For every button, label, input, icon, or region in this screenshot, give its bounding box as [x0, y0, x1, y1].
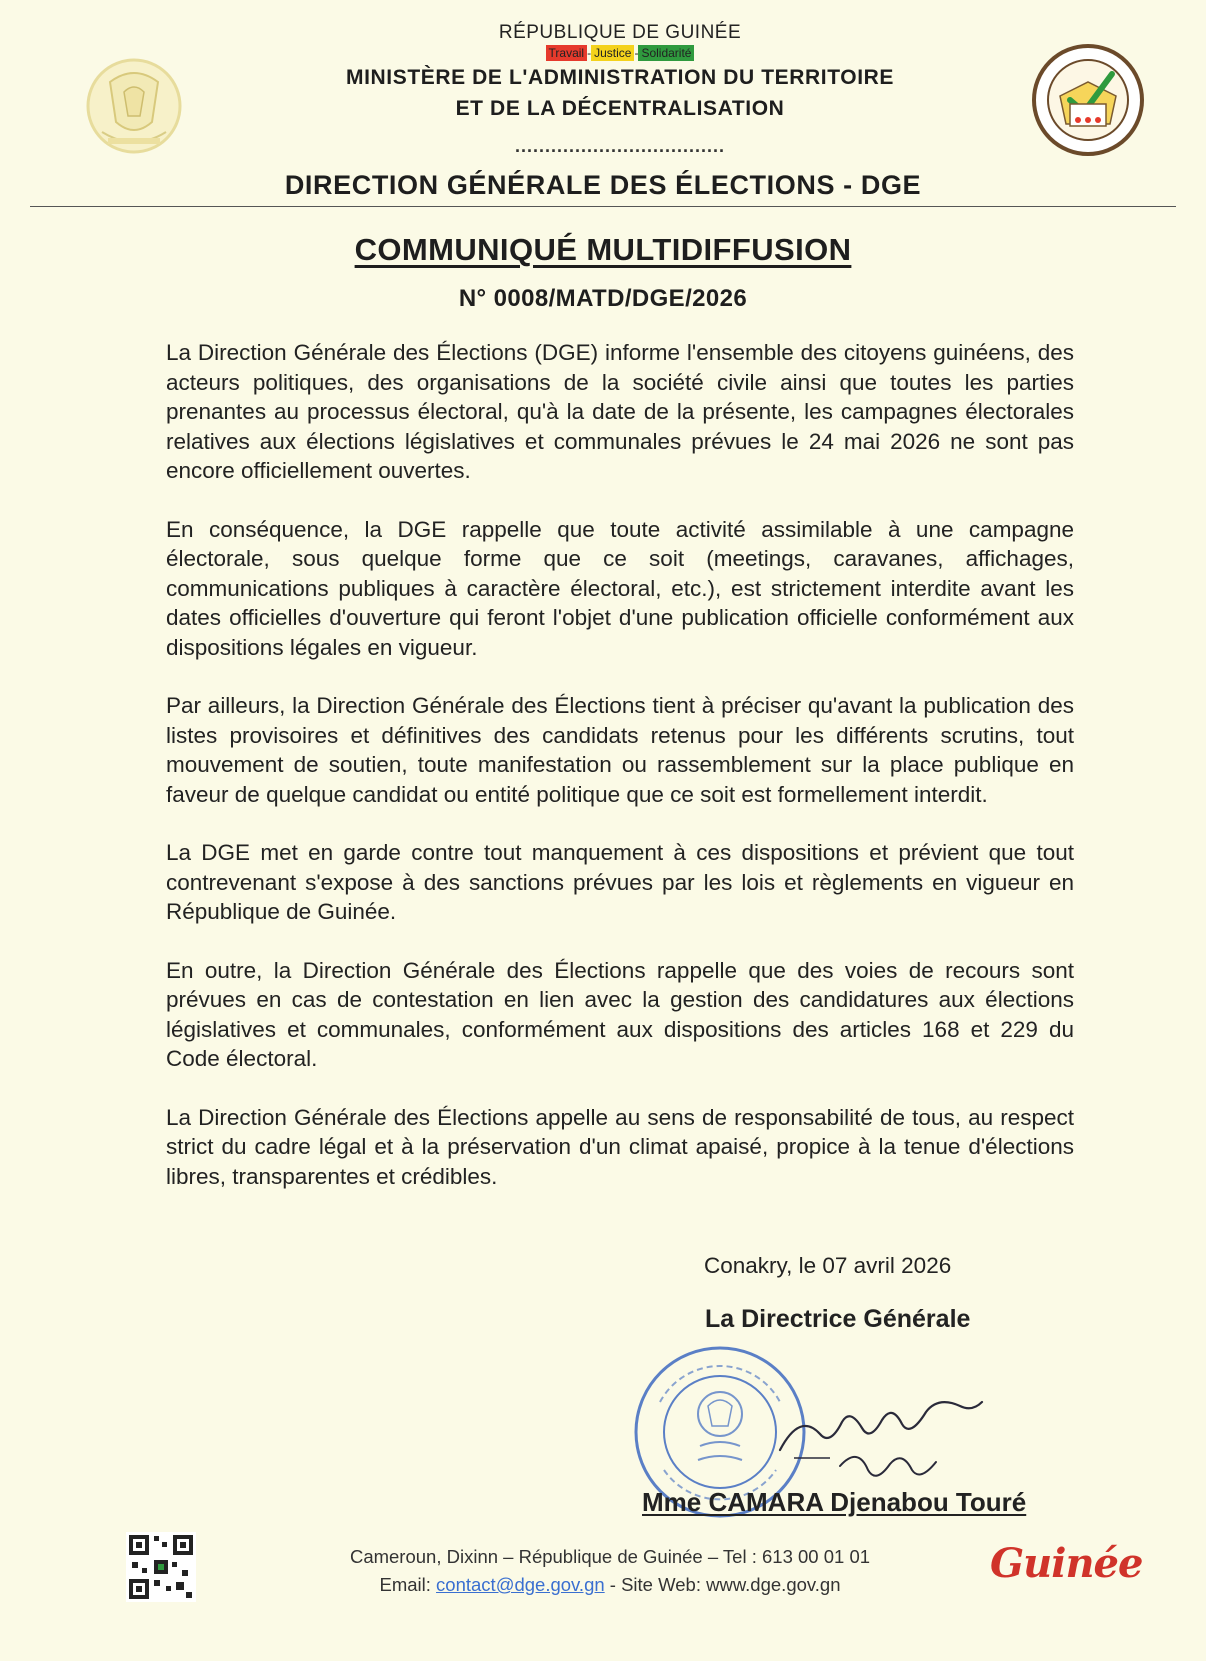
communique-title: COMMUNIQUÉ MULTIDIFFUSION: [354, 232, 852, 267]
guinee-brand-logo: Guinée: [990, 1540, 1143, 1587]
body-paragraph: En outre, la Direction Générale des Élections rappelle que des voies de recours sont prévues en cas de contestation en lien avec la gestion des candidatures aux élections législatives et communales, conformément aux dispositions des articles 168 et 229 du Code électoral.: [166, 957, 1074, 1071]
ministry-line-2: ET DE LA DÉCENTRALISATION: [455, 97, 785, 120]
site-label: - Site Web:: [609, 1574, 701, 1595]
site-link[interactable]: www.dge.gov.gn: [706, 1574, 841, 1595]
national-motto: Travail - Justice - Solidarité: [546, 45, 695, 61]
republic-name: RÉPUBLIQUE DE GUINÉE: [498, 22, 742, 43]
body-paragraph: La Direction Générale des Élections (DGE) informe l'ensemble des citoyens guinéens, des acteurs politiques, des organisations de la société civile ainsi que toutes les parties prenantes au processus électoral, qu'à la date de la présente, les campagnes électorales relatives aux élections législatives et communales prévues le 24 mai 2026 ne sont pas encore officiellement ouvertes.: [166, 340, 1074, 483]
body-paragraph: En conséquence, la DGE rappelle que toute activité assimilable à une campagne électorale, sous quelque forme que ce soit (meetings, caravanes, affichages, communications publiques à caractère électoral, etc.), est strictement interdite avant les dates officielles d'ouverture qui feront l'objet d'une publication officielle conformément aux dispositions légales en vigueur.: [166, 516, 1074, 660]
coat-of-arms-icon: [80, 52, 188, 162]
dotted-separator: ...................................: [514, 136, 726, 156]
footer-address: Cameroun, Dixinn – République de Guinée – Tel : 613 00 01 01: [349, 1546, 871, 1567]
header-divider: [30, 206, 1176, 207]
matd-dge-ballot-seal-icon: [1030, 42, 1146, 158]
body-paragraph: Par ailleurs, la Direction Générale des Élections tient à préciser qu'avant la publication des listes provisoires et définitives des candidats retenus pour les différents scrutins, tout mouvement de soutien, toute manifestation ou rassemblement sur la place publique en faveur de quelque candidat ou entité politique que ce soit est formellement interdit.: [166, 693, 1074, 807]
place-date: Conakry, le 07 avril 2026: [704, 1253, 952, 1278]
ministry-line-1: MINISTÈRE DE L'ADMINISTRATION DU TERRITOIRE: [345, 66, 895, 89]
signatory-name: Mme CAMARA Djenabou Touré: [642, 1487, 1027, 1517]
letterhead: [300, 20, 940, 157]
qr-code-icon: [126, 1532, 196, 1602]
email-link[interactable]: contact@dge.gov.gn: [436, 1574, 605, 1595]
communique-body: [166, 338, 1074, 1220]
motto-word-3: Solidarité: [638, 45, 694, 61]
motto-word-1: Travail: [546, 45, 588, 61]
directorate-title: DIRECTION GÉNÉRALE DES ÉLECTIONS - DGE: [284, 170, 922, 200]
motto-word-2: Justice: [591, 45, 634, 61]
footer-contact: [280, 1543, 940, 1599]
communique-number: N° 0008/MATD/DGE/2026: [458, 285, 748, 312]
body-paragraph: La Direction Générale des Élections appelle au sens de responsabilité de tous, au respect strict du cadre légal et à la préservation d'un climat apaisé, propice à la tenue d'élections libres, transparentes et crédibles.: [166, 1104, 1074, 1189]
signatory-role: La Directrice Générale: [705, 1305, 971, 1333]
handwritten-signature-icon: [770, 1372, 990, 1492]
body-paragraph: La DGE met en garde contre tout manquement à ces dispositions et prévient que tout contrevenant s'expose à des sanctions prévues par les lois et règlements en vigueur en République de Guinée.: [166, 840, 1074, 924]
footer-web-line: [280, 1571, 940, 1599]
email-label: Email:: [379, 1574, 431, 1595]
